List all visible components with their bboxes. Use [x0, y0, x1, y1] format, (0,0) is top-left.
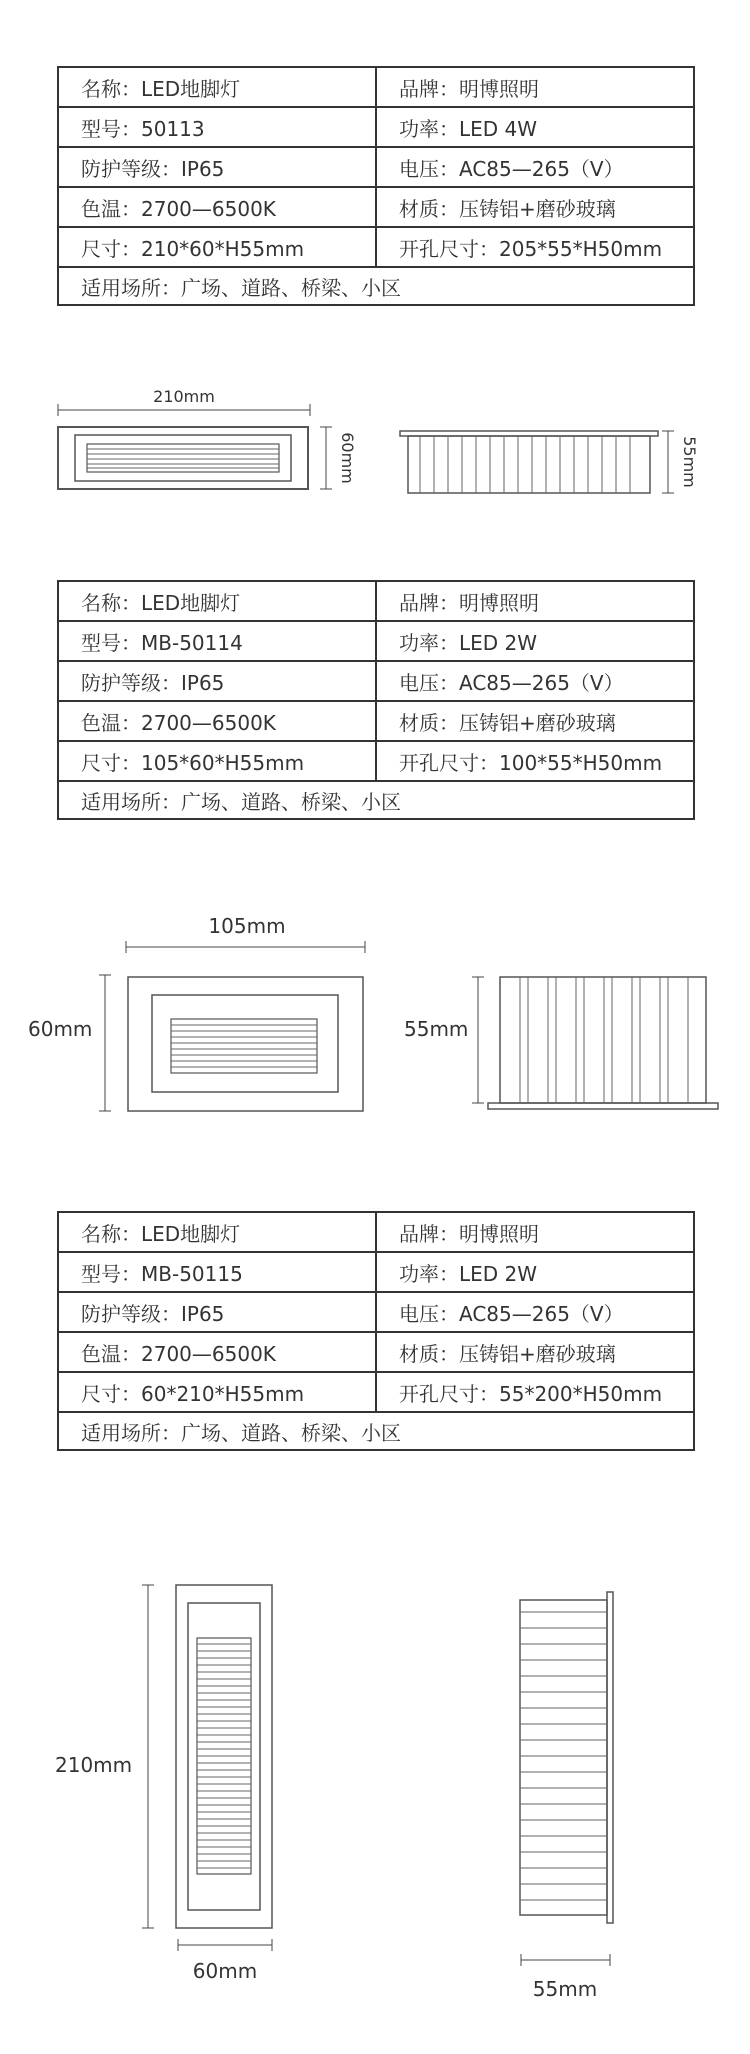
- spec-voltage: 电压：AC85—265（V）: [376, 147, 694, 187]
- table-row: [58, 187, 694, 227]
- spec-table-3: [57, 1211, 695, 1451]
- spec-name: 名称：LED地脚灯: [58, 67, 376, 107]
- spec-usage: 适用场所：广场、道路、桥梁、小区: [58, 1412, 694, 1450]
- spec-brand: 品牌：明博照明: [376, 581, 694, 621]
- width-dim-label: 210mm: [153, 387, 215, 406]
- dimension-drawing-3: [0, 1560, 750, 2020]
- side-view-flange: [488, 1103, 718, 1109]
- spec-color-temp: 色温：2700—6500K: [58, 701, 376, 741]
- spec-power: 功率：LED 2W: [376, 621, 694, 661]
- spec-power: 功率：LED 2W: [376, 1252, 694, 1292]
- table-row: [58, 741, 694, 781]
- table-row: [58, 581, 694, 621]
- height-dim-label: 60mm: [338, 432, 357, 484]
- side-view-body: [500, 977, 706, 1103]
- spec-size: 尺寸：60*210*H55mm: [58, 1372, 376, 1412]
- spec-power: 功率：LED 4W: [376, 107, 694, 147]
- table-row: [58, 67, 694, 107]
- front-view-louver: [171, 1019, 317, 1073]
- dimension-drawing-2: [0, 905, 750, 1130]
- depth-dim-label: 55mm: [404, 1017, 469, 1041]
- table-row: [58, 1332, 694, 1372]
- height-dim-label: 60mm: [28, 1017, 93, 1041]
- depth-dim-label: 55mm: [680, 436, 699, 488]
- spec-material: 材质：压铸铝+磨砂玻璃: [376, 701, 694, 741]
- table-row: [58, 701, 694, 741]
- spec-ip: 防护等级：IP65: [58, 661, 376, 701]
- spec-model: 型号：MB-50115: [58, 1252, 376, 1292]
- depth-dim-label: 55mm: [532, 1977, 598, 2001]
- spec-usage: 适用场所：广场、道路、桥梁、小区: [58, 781, 694, 819]
- table-row: [58, 1252, 694, 1292]
- spec-voltage: 电压：AC85—265（V）: [376, 661, 694, 701]
- table-row: [58, 781, 694, 819]
- front-view-outer: [128, 977, 363, 1111]
- table-row: [58, 661, 694, 701]
- front-view-inner: [75, 435, 291, 481]
- spec-table-1: [57, 66, 695, 306]
- side-view-body: [408, 436, 650, 493]
- side-view-flange: [607, 1592, 613, 1923]
- spec-ip: 防护等级：IP65: [58, 147, 376, 187]
- width-dim-label: 105mm: [208, 914, 286, 938]
- spec-material: 材质：压铸铝+磨砂玻璃: [376, 1332, 694, 1372]
- height-dim-label: 210mm: [55, 1753, 133, 1777]
- spec-material: 材质：压铸铝+磨砂玻璃: [376, 187, 694, 227]
- spec-cutout: 开孔尺寸：100*55*H50mm: [376, 741, 694, 781]
- spec-color-temp: 色温：2700—6500K: [58, 187, 376, 227]
- dimension-drawing-1: [0, 380, 750, 520]
- spec-model: 型号：MB-50114: [58, 621, 376, 661]
- spec-voltage: 电压：AC85—265（V）: [376, 1292, 694, 1332]
- table-row: [58, 147, 694, 187]
- spec-cutout: 开孔尺寸：205*55*H50mm: [376, 227, 694, 267]
- spec-name: 名称：LED地脚灯: [58, 1212, 376, 1252]
- spec-model: 型号：50113: [58, 107, 376, 147]
- table-row: [58, 267, 694, 305]
- width-dim-label: 60mm: [192, 1959, 258, 1983]
- table-row: [58, 1292, 694, 1332]
- spec-color-temp: 色温：2700—6500K: [58, 1332, 376, 1372]
- table-row: [58, 1412, 694, 1450]
- spec-table-2: [57, 580, 695, 820]
- table-row: [58, 107, 694, 147]
- front-view-outer: [58, 427, 308, 489]
- spec-ip: 防护等级：IP65: [58, 1292, 376, 1332]
- spec-name: 名称：LED地脚灯: [58, 581, 376, 621]
- spec-brand: 品牌：明博照明: [376, 67, 694, 107]
- spec-brand: 品牌：明博照明: [376, 1212, 694, 1252]
- table-row: [58, 227, 694, 267]
- table-row: [58, 1212, 694, 1252]
- spec-usage: 适用场所：广场、道路、桥梁、小区: [58, 267, 694, 305]
- table-row: [58, 621, 694, 661]
- spec-size: 尺寸：105*60*H55mm: [58, 741, 376, 781]
- table-row: [58, 1372, 694, 1412]
- spec-size: 尺寸：210*60*H55mm: [58, 227, 376, 267]
- spec-cutout: 开孔尺寸：55*200*H50mm: [376, 1372, 694, 1412]
